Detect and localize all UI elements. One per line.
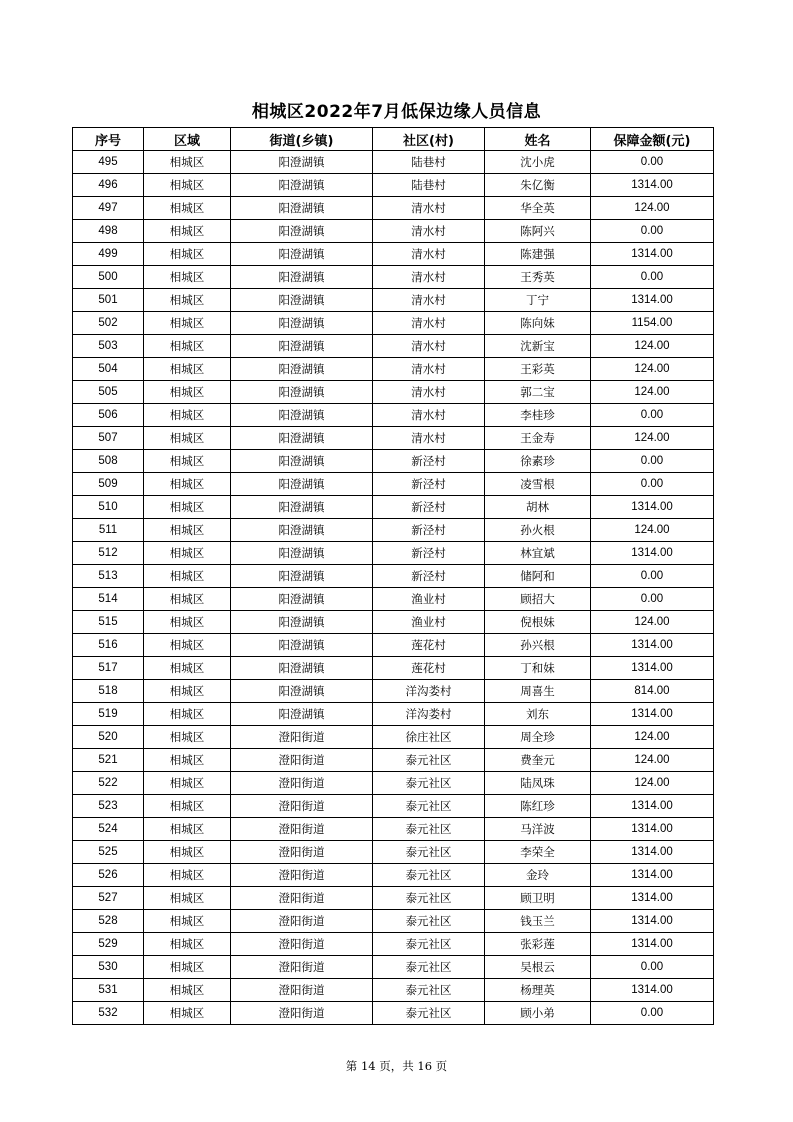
cell-district: 相城区 <box>144 680 231 703</box>
col-header-name: 姓名 <box>485 128 591 151</box>
cell-community: 清水村 <box>373 266 485 289</box>
cell-name: 张彩莲 <box>485 933 591 956</box>
cell-street-town: 澄阳街道 <box>231 772 373 795</box>
cell-community: 泰元社区 <box>373 910 485 933</box>
cell-district: 相城区 <box>144 335 231 358</box>
cell-name: 马洋波 <box>485 818 591 841</box>
cell-index: 531 <box>73 979 144 1002</box>
table-row <box>73 749 714 772</box>
cell-amount: 1314.00 <box>591 634 714 657</box>
cell-index: 509 <box>73 473 144 496</box>
cell-district: 相城区 <box>144 519 231 542</box>
cell-district: 相城区 <box>144 588 231 611</box>
table-body <box>73 151 714 1025</box>
cell-district: 相城区 <box>144 772 231 795</box>
cell-index: 514 <box>73 588 144 611</box>
table-row <box>73 680 714 703</box>
cell-name: 周喜生 <box>485 680 591 703</box>
cell-street-town: 阳澄湖镇 <box>231 404 373 427</box>
cell-index: 530 <box>73 956 144 979</box>
table-row <box>73 703 714 726</box>
cell-amount: 0.00 <box>591 266 714 289</box>
cell-community: 新泾村 <box>373 496 485 519</box>
cell-name: 顾小弟 <box>485 1002 591 1025</box>
cell-index: 527 <box>73 887 144 910</box>
cell-community: 清水村 <box>373 381 485 404</box>
cell-community: 莲花村 <box>373 634 485 657</box>
cell-street-town: 阳澄湖镇 <box>231 611 373 634</box>
table-row <box>73 151 714 174</box>
table-row <box>73 381 714 404</box>
cell-amount: 1314.00 <box>591 795 714 818</box>
table-row <box>73 220 714 243</box>
table-row <box>73 243 714 266</box>
cell-district: 相城区 <box>144 818 231 841</box>
cell-street-town: 澄阳街道 <box>231 956 373 979</box>
cell-name: 沈小虎 <box>485 151 591 174</box>
cell-name: 陆凤珠 <box>485 772 591 795</box>
cell-district: 相城区 <box>144 726 231 749</box>
cell-amount: 124.00 <box>591 772 714 795</box>
cell-district: 相城区 <box>144 749 231 772</box>
cell-community: 新泾村 <box>373 519 485 542</box>
cell-community: 陆巷村 <box>373 151 485 174</box>
cell-index: 499 <box>73 243 144 266</box>
cell-index: 524 <box>73 818 144 841</box>
allowance-table <box>72 127 714 1025</box>
table-row <box>73 289 714 312</box>
cell-amount: 0.00 <box>591 1002 714 1025</box>
cell-index: 496 <box>73 174 144 197</box>
table-row <box>73 335 714 358</box>
document-title: 相城区2022年7月低保边缘人员信息 <box>251 102 542 122</box>
cell-amount: 1314.00 <box>591 841 714 864</box>
cell-district: 相城区 <box>144 473 231 496</box>
cell-community: 泰元社区 <box>373 956 485 979</box>
cell-street-town: 澄阳街道 <box>231 910 373 933</box>
cell-index: 529 <box>73 933 144 956</box>
cell-community: 新泾村 <box>373 542 485 565</box>
cell-amount: 124.00 <box>591 335 714 358</box>
table-row <box>73 496 714 519</box>
cell-street-town: 澄阳街道 <box>231 749 373 772</box>
cell-name: 李荣全 <box>485 841 591 864</box>
cell-street-town: 阳澄湖镇 <box>231 427 373 450</box>
cell-amount: 1314.00 <box>591 979 714 1002</box>
table-row <box>73 588 714 611</box>
cell-community: 清水村 <box>373 427 485 450</box>
cell-index: 516 <box>73 634 144 657</box>
cell-street-town: 阳澄湖镇 <box>231 519 373 542</box>
table-row <box>73 634 714 657</box>
cell-community: 清水村 <box>373 243 485 266</box>
cell-district: 相城区 <box>144 289 231 312</box>
cell-amount: 1314.00 <box>591 703 714 726</box>
cell-name: 吴根云 <box>485 956 591 979</box>
cell-district: 相城区 <box>144 450 231 473</box>
cell-amount: 0.00 <box>591 151 714 174</box>
cell-district: 相城区 <box>144 197 231 220</box>
cell-index: 506 <box>73 404 144 427</box>
cell-street-town: 阳澄湖镇 <box>231 174 373 197</box>
table-row <box>73 358 714 381</box>
cell-street-town: 阳澄湖镇 <box>231 289 373 312</box>
cell-street-town: 澄阳街道 <box>231 933 373 956</box>
cell-community: 泰元社区 <box>373 749 485 772</box>
cell-district: 相城区 <box>144 404 231 427</box>
cell-amount: 124.00 <box>591 381 714 404</box>
cell-index: 522 <box>73 772 144 795</box>
cell-district: 相城区 <box>144 979 231 1002</box>
cell-name: 郭二宝 <box>485 381 591 404</box>
table-row <box>73 473 714 496</box>
cell-district: 相城区 <box>144 956 231 979</box>
cell-street-town: 澄阳街道 <box>231 979 373 1002</box>
cell-index: 532 <box>73 1002 144 1025</box>
cell-community: 清水村 <box>373 289 485 312</box>
cell-amount: 1314.00 <box>591 864 714 887</box>
cell-district: 相城区 <box>144 243 231 266</box>
cell-name: 徐素珍 <box>485 450 591 473</box>
cell-name: 陈阿兴 <box>485 220 591 243</box>
cell-amount: 1314.00 <box>591 496 714 519</box>
cell-street-town: 澄阳街道 <box>231 887 373 910</box>
cell-street-town: 阳澄湖镇 <box>231 266 373 289</box>
cell-amount: 814.00 <box>591 680 714 703</box>
cell-index: 511 <box>73 519 144 542</box>
table-row <box>73 910 714 933</box>
cell-community: 清水村 <box>373 312 485 335</box>
cell-district: 相城区 <box>144 496 231 519</box>
cell-community: 清水村 <box>373 335 485 358</box>
cell-amount: 124.00 <box>591 427 714 450</box>
cell-index: 498 <box>73 220 144 243</box>
cell-street-town: 阳澄湖镇 <box>231 473 373 496</box>
cell-index: 521 <box>73 749 144 772</box>
cell-district: 相城区 <box>144 358 231 381</box>
cell-name: 胡林 <box>485 496 591 519</box>
cell-district: 相城区 <box>144 657 231 680</box>
cell-community: 洋沟娄村 <box>373 680 485 703</box>
cell-street-town: 阳澄湖镇 <box>231 703 373 726</box>
cell-amount: 124.00 <box>591 749 714 772</box>
cell-index: 528 <box>73 910 144 933</box>
table-row <box>73 404 714 427</box>
cell-name: 林宜斌 <box>485 542 591 565</box>
table-row <box>73 979 714 1002</box>
cell-amount: 124.00 <box>591 726 714 749</box>
cell-name: 陈向妹 <box>485 312 591 335</box>
cell-district: 相城区 <box>144 220 231 243</box>
table-row <box>73 726 714 749</box>
cell-community: 渔业村 <box>373 611 485 634</box>
cell-community: 洋沟娄村 <box>373 703 485 726</box>
cell-district: 相城区 <box>144 1002 231 1025</box>
cell-community: 莲花村 <box>373 657 485 680</box>
table-row <box>73 657 714 680</box>
cell-community: 泰元社区 <box>373 979 485 1002</box>
cell-street-town: 澄阳街道 <box>231 841 373 864</box>
cell-street-town: 阳澄湖镇 <box>231 151 373 174</box>
cell-community: 泰元社区 <box>373 841 485 864</box>
cell-amount: 1314.00 <box>591 289 714 312</box>
cell-amount: 124.00 <box>591 611 714 634</box>
cell-community: 泰元社区 <box>373 887 485 910</box>
cell-community: 清水村 <box>373 404 485 427</box>
cell-community: 清水村 <box>373 197 485 220</box>
cell-community: 清水村 <box>373 220 485 243</box>
cell-index: 501 <box>73 289 144 312</box>
cell-community: 徐庄社区 <box>373 726 485 749</box>
cell-community: 新泾村 <box>373 450 485 473</box>
cell-amount: 0.00 <box>591 588 714 611</box>
cell-district: 相城区 <box>144 611 231 634</box>
cell-community: 泰元社区 <box>373 772 485 795</box>
cell-name: 王金寿 <box>485 427 591 450</box>
cell-index: 500 <box>73 266 144 289</box>
cell-street-town: 澄阳街道 <box>231 818 373 841</box>
cell-amount: 1314.00 <box>591 657 714 680</box>
table-row <box>73 841 714 864</box>
cell-street-town: 澄阳街道 <box>231 795 373 818</box>
table-row <box>73 956 714 979</box>
cell-district: 相城区 <box>144 174 231 197</box>
cell-name: 杨理英 <box>485 979 591 1002</box>
cell-name: 王彩英 <box>485 358 591 381</box>
table-header-row <box>73 128 714 151</box>
cell-index: 505 <box>73 381 144 404</box>
cell-community: 陆巷村 <box>373 174 485 197</box>
cell-name: 沈新宝 <box>485 335 591 358</box>
cell-index: 525 <box>73 841 144 864</box>
table-row <box>73 795 714 818</box>
cell-street-town: 澄阳街道 <box>231 1002 373 1025</box>
table-row <box>73 772 714 795</box>
table-row <box>73 887 714 910</box>
cell-name: 朱亿衡 <box>485 174 591 197</box>
cell-index: 513 <box>73 565 144 588</box>
cell-street-town: 阳澄湖镇 <box>231 312 373 335</box>
cell-amount: 1314.00 <box>591 243 714 266</box>
cell-street-town: 阳澄湖镇 <box>231 335 373 358</box>
cell-district: 相城区 <box>144 312 231 335</box>
cell-name: 倪根妹 <box>485 611 591 634</box>
cell-name: 费奎元 <box>485 749 591 772</box>
cell-index: 502 <box>73 312 144 335</box>
cell-community: 新泾村 <box>373 473 485 496</box>
cell-district: 相城区 <box>144 381 231 404</box>
cell-street-town: 阳澄湖镇 <box>231 634 373 657</box>
cell-amount: 1314.00 <box>591 174 714 197</box>
cell-index: 519 <box>73 703 144 726</box>
cell-amount: 0.00 <box>591 220 714 243</box>
cell-index: 520 <box>73 726 144 749</box>
table-row <box>73 565 714 588</box>
cell-index: 495 <box>73 151 144 174</box>
cell-index: 508 <box>73 450 144 473</box>
cell-index: 504 <box>73 358 144 381</box>
cell-name: 陈红珍 <box>485 795 591 818</box>
cell-street-town: 阳澄湖镇 <box>231 542 373 565</box>
cell-amount: 1314.00 <box>591 910 714 933</box>
cell-name: 丁宁 <box>485 289 591 312</box>
cell-street-town: 阳澄湖镇 <box>231 450 373 473</box>
cell-index: 503 <box>73 335 144 358</box>
cell-street-town: 阳澄湖镇 <box>231 657 373 680</box>
cell-district: 相城区 <box>144 887 231 910</box>
cell-street-town: 阳澄湖镇 <box>231 565 373 588</box>
table-row <box>73 450 714 473</box>
cell-district: 相城区 <box>144 565 231 588</box>
cell-street-town: 阳澄湖镇 <box>231 197 373 220</box>
cell-street-town: 澄阳街道 <box>231 864 373 887</box>
cell-name: 王秀英 <box>485 266 591 289</box>
cell-district: 相城区 <box>144 841 231 864</box>
cell-index: 515 <box>73 611 144 634</box>
table-row <box>73 864 714 887</box>
cell-street-town: 澄阳街道 <box>231 726 373 749</box>
cell-community: 泰元社区 <box>373 933 485 956</box>
cell-name: 顾招大 <box>485 588 591 611</box>
cell-district: 相城区 <box>144 864 231 887</box>
cell-street-town: 阳澄湖镇 <box>231 243 373 266</box>
cell-name: 李桂珍 <box>485 404 591 427</box>
cell-name: 孙火根 <box>485 519 591 542</box>
cell-district: 相城区 <box>144 427 231 450</box>
table-row <box>73 312 714 335</box>
cell-community: 泰元社区 <box>373 1002 485 1025</box>
cell-street-town: 阳澄湖镇 <box>231 358 373 381</box>
cell-community: 新泾村 <box>373 565 485 588</box>
cell-name: 顾卫明 <box>485 887 591 910</box>
col-header-community: 社区(村) <box>373 128 485 151</box>
table-row <box>73 818 714 841</box>
cell-community: 泰元社区 <box>373 818 485 841</box>
cell-index: 512 <box>73 542 144 565</box>
cell-index: 510 <box>73 496 144 519</box>
cell-name: 丁和妹 <box>485 657 591 680</box>
table-row <box>73 174 714 197</box>
cell-index: 523 <box>73 795 144 818</box>
cell-district: 相城区 <box>144 933 231 956</box>
cell-community: 渔业村 <box>373 588 485 611</box>
cell-amount: 1314.00 <box>591 887 714 910</box>
cell-district: 相城区 <box>144 542 231 565</box>
cell-district: 相城区 <box>144 634 231 657</box>
table-row <box>73 266 714 289</box>
cell-district: 相城区 <box>144 795 231 818</box>
cell-district: 相城区 <box>144 703 231 726</box>
cell-amount: 1314.00 <box>591 818 714 841</box>
cell-amount: 0.00 <box>591 473 714 496</box>
page-footer: 第 14 页，共 16 页 <box>345 1059 448 1073</box>
cell-name: 陈建强 <box>485 243 591 266</box>
cell-name: 金玲 <box>485 864 591 887</box>
cell-district: 相城区 <box>144 266 231 289</box>
cell-name: 凌雪根 <box>485 473 591 496</box>
cell-name: 周全珍 <box>485 726 591 749</box>
cell-name: 孙兴根 <box>485 634 591 657</box>
col-header-amount: 保障金额(元) <box>591 128 714 151</box>
cell-amount: 1314.00 <box>591 542 714 565</box>
cell-index: 518 <box>73 680 144 703</box>
cell-index: 497 <box>73 197 144 220</box>
table-row <box>73 427 714 450</box>
cell-index: 526 <box>73 864 144 887</box>
cell-amount: 1314.00 <box>591 933 714 956</box>
cell-street-town: 阳澄湖镇 <box>231 220 373 243</box>
cell-amount: 0.00 <box>591 450 714 473</box>
table-row <box>73 519 714 542</box>
cell-name: 储阿和 <box>485 565 591 588</box>
table-row <box>73 197 714 220</box>
cell-name: 华全英 <box>485 197 591 220</box>
cell-index: 517 <box>73 657 144 680</box>
cell-amount: 0.00 <box>591 404 714 427</box>
cell-district: 相城区 <box>144 151 231 174</box>
cell-amount: 1154.00 <box>591 312 714 335</box>
cell-name: 钱玉兰 <box>485 910 591 933</box>
cell-amount: 0.00 <box>591 956 714 979</box>
cell-street-town: 阳澄湖镇 <box>231 496 373 519</box>
table-row <box>73 933 714 956</box>
cell-community: 泰元社区 <box>373 864 485 887</box>
table-row <box>73 1002 714 1025</box>
col-header-index: 序号 <box>73 128 144 151</box>
table-row <box>73 611 714 634</box>
col-header-district: 区域 <box>144 128 231 151</box>
col-header-street-town: 街道(乡镇) <box>231 128 373 151</box>
cell-district: 相城区 <box>144 910 231 933</box>
cell-amount: 0.00 <box>591 565 714 588</box>
cell-street-town: 阳澄湖镇 <box>231 588 373 611</box>
cell-amount: 124.00 <box>591 197 714 220</box>
cell-name: 刘东 <box>485 703 591 726</box>
cell-amount: 124.00 <box>591 358 714 381</box>
cell-street-town: 阳澄湖镇 <box>231 381 373 404</box>
cell-community: 清水村 <box>373 358 485 381</box>
cell-amount: 124.00 <box>591 519 714 542</box>
cell-community: 泰元社区 <box>373 795 485 818</box>
cell-street-town: 阳澄湖镇 <box>231 680 373 703</box>
cell-index: 507 <box>73 427 144 450</box>
table-row <box>73 542 714 565</box>
